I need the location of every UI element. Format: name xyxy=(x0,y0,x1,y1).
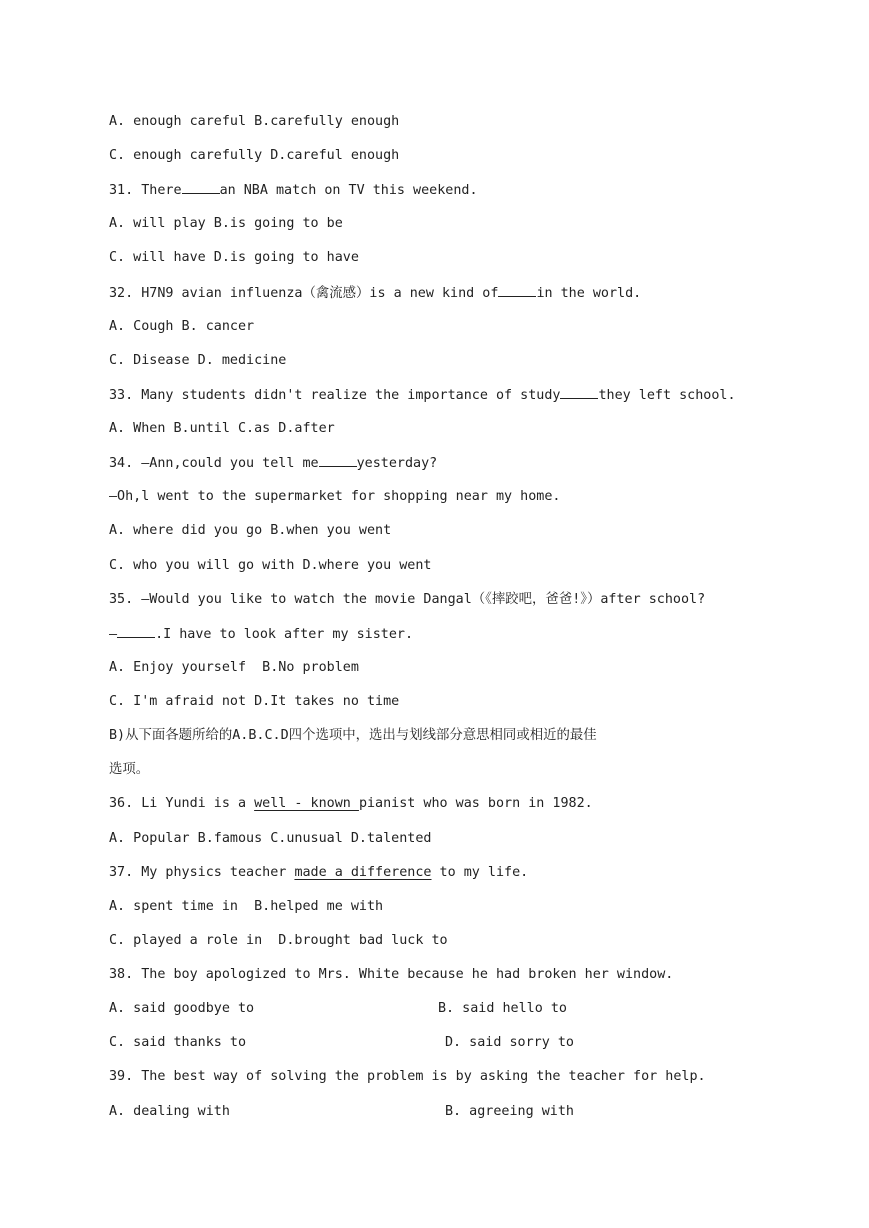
option-line: A. Popular B.famous C.unusual D.talented xyxy=(109,831,432,846)
question-36 xyxy=(109,794,593,814)
answer-blank xyxy=(319,453,357,467)
option-line: C. played a role in D.brought bad luck to xyxy=(109,933,448,948)
option-line: C. will have D.is going to have xyxy=(109,250,359,265)
option-line: C. I'm afraid not D.It takes no time xyxy=(109,694,400,709)
question-32 xyxy=(109,283,641,304)
option-a: A. dealing with xyxy=(109,1104,230,1119)
question-text: to my life. xyxy=(431,865,529,880)
option-line: C. Disease D. medicine xyxy=(109,353,287,368)
option-c: C. said thanks to xyxy=(109,1035,247,1050)
question-text: 37. My physics teacher xyxy=(109,865,295,880)
option-line: A. Cough B. cancer xyxy=(109,319,255,334)
question-39: 39. The best way of solving the problem is by asking the teacher for help. xyxy=(109,1069,706,1084)
question-31 xyxy=(109,180,478,201)
question-text: 36. Li Yundi is a xyxy=(109,796,255,811)
section-instruction: B)从下面各题所给的A.B.C.D四个选项中，选出与划线部分意思相同或相近的最佳 xyxy=(109,728,597,743)
option-line: A. When B.until C.as D.after xyxy=(109,421,335,436)
question-text: in the world. xyxy=(536,286,642,301)
question-34 xyxy=(109,453,437,474)
option-line: A. where did you go B.when you went xyxy=(109,523,392,538)
option-line: C. enough carefully D.careful enough xyxy=(109,148,400,163)
option-line: A. enough careful B.carefully enough xyxy=(109,114,400,129)
answer-blank xyxy=(117,624,155,638)
underlined-phrase: made a difference xyxy=(294,865,432,880)
answer-blank xyxy=(182,180,220,194)
question-35: 35. —Would you like to watch the movie Dangal（《摔跤吧，爸爸!》）after school? xyxy=(109,592,706,607)
question-text: 33. Many students didn't realize the importance of study xyxy=(109,388,561,403)
question-text: 34. —Ann,could you tell me xyxy=(109,456,319,471)
option-line: A. will play B.is going to be xyxy=(109,216,343,231)
underlined-phrase: well - known xyxy=(254,796,359,811)
question-text: 31. There xyxy=(109,183,182,198)
answer-blank xyxy=(498,283,536,297)
option-a: A. said goodbye to xyxy=(109,1001,255,1016)
question-text: they left school. xyxy=(598,388,736,403)
option-line: C. who you will go with D.where you went xyxy=(109,558,432,573)
option-d: D. said sorry to xyxy=(445,1035,574,1050)
option-b: B. agreeing with xyxy=(445,1104,574,1119)
option-b: B. said hello to xyxy=(438,1001,567,1016)
option-line: A. spent time in B.helped me with xyxy=(109,899,384,914)
option-line xyxy=(109,999,567,1019)
option-line xyxy=(109,1033,574,1053)
question-text: pianist who was born in 1982. xyxy=(358,796,593,811)
question-text: 32. H7N9 avian influenza（禽流感）is a new kind of xyxy=(109,286,499,301)
question-33 xyxy=(109,385,736,406)
option-line xyxy=(109,1102,574,1122)
dialogue-line xyxy=(109,624,413,645)
answer-blank xyxy=(560,385,598,399)
option-line: A. Enjoy yourself B.No problem xyxy=(109,660,359,675)
question-text: yesterday? xyxy=(356,456,438,471)
dialogue-text: .I have to look after my sister. xyxy=(155,627,414,642)
dialogue-text: — xyxy=(109,627,118,642)
question-37 xyxy=(109,863,528,883)
question-text: an NBA match on TV this weekend. xyxy=(219,183,478,198)
question-38: 38. The boy apologized to Mrs. White because he had broken her window. xyxy=(109,967,674,982)
section-instruction: 选项。 xyxy=(109,762,150,777)
dialogue-line: —Oh,l went to the supermarket for shopping near my home. xyxy=(109,489,561,504)
